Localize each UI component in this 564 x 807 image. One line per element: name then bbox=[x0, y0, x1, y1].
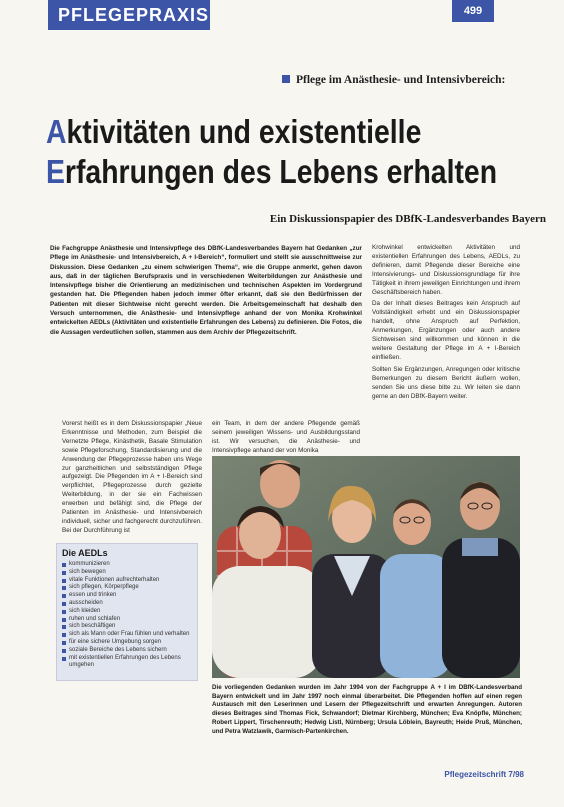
article-title bbox=[46, 112, 498, 192]
list-item: essen und trinken bbox=[62, 592, 192, 600]
photo-caption: Die vorliegenden Gedanken wurden im Jahr 1994 von der Fachgruppe A + I im DBfK-Landesverband Bayern entwickelt und im Jahr 1997 noch einmal überarbeitet. Die Pflegenden hoffen auf einen regen Austausch mit den Leserinnen und Lesern der Pflegezeitschrift und erwarten Anregungen. Autoren dieses Beitrages sind Thomas Fick, Schwandorf; Dietmar Kirchberg, München; Eva Knöpfle, München; Robert Lippert, Tirschenreuth; Hedwig Listl, Nürnberg; Ursula Löblein, Bayreuth; Heide Pruß, München, und Petra Watzlawik, Garmisch-Partenkirchen. bbox=[212, 684, 522, 735]
square-bullet-icon bbox=[282, 75, 290, 83]
body-column-middle bbox=[212, 420, 360, 459]
kicker-text: Pflege im Anästhesie- und Intensivbereich: bbox=[296, 74, 506, 86]
list-item: kommunizieren bbox=[62, 561, 192, 569]
article-subtitle: Ein Diskussionspapier des DBfK-Landesverbandes Bayern bbox=[269, 213, 546, 225]
section-header-tab bbox=[48, 0, 210, 30]
list-item: sich kleiden bbox=[62, 608, 192, 616]
page-footer: Pflegezeitschrift 7/98 bbox=[444, 770, 524, 779]
title-line-1 bbox=[46, 112, 476, 152]
section-label: PFLEGEPRAXIS bbox=[58, 5, 210, 25]
page-number-tab bbox=[452, 0, 494, 22]
body-column-left bbox=[62, 420, 202, 539]
list-item: sich pflegen, Körperpflege bbox=[62, 584, 192, 592]
list-item: mit existentiellen Erfahrungen des Lebens umgehen bbox=[62, 655, 192, 671]
group-photo bbox=[212, 456, 520, 678]
list-item: ruhen und schlafen bbox=[62, 616, 192, 624]
kicker-line bbox=[282, 74, 542, 86]
list-item: ausscheiden bbox=[62, 600, 192, 608]
title-line-2 bbox=[46, 152, 498, 192]
list-item: sich als Mann oder Frau fühlen und verhalten bbox=[62, 631, 192, 639]
lead-paragraph: Die Fachgruppe Anästhesie und Intensivpflege des DBfK-Landesverbandes Bayern hat Gedanken „zur Pflege im Anästhesie- und Intensivbereich, A + I-Bereich“, formuliert und stellt sie ausschnittweise zur Diskussion. Diese Gedanken „zu einem schwierigen Thema“, wie die Gruppe anmerkt, gehen davon aus, daß in der täglichen Berufspraxis und in verschiedenen Weiterbildungen zur Anästhesie und Intensivpflege bisher die Orientierung an medizinischen und technischen Aspekten im Vordergrund gestanden hat. Die Pflegenden haben jedoch immer öfter erkannt, daß sie den Bedürfnissen der Patienten mit dieser Sichtweise nicht gerecht werden. Die Arbeitsgemeinschaft hat deshalb den Versuch unternommen, die Anästhesie- und Intensivpflege anhand der von Monika Krohwinkel entwickelten AEDLs (Aktivitäten und existentielle Erfahrungen des Lebens) zu definieren. Die Fotos, die die Aussagen verdeutlichen sollen, stammen aus dem Archiv der Pflegezeitschrift. bbox=[50, 245, 362, 336]
list-item: sich beschäftigen bbox=[62, 623, 192, 631]
body-paragraph: ein Team, in dem der andere Pflegende gemäß seinem jeweiligen Wissens- und Ausbildungsstand ist. Wir versuchen, die Anästhesie- und Intensivpflege anhand der von Monika bbox=[212, 420, 360, 454]
list-item: sich bewegen bbox=[62, 569, 192, 577]
list-item: soziale Bereiche des Lebens sichern bbox=[62, 647, 192, 655]
body-paragraph: Vorerst heißt es in dem Diskussionspapier „Neue Erkenntnisse und Methoden, zum Beispiel die Vernetzte Pflege, Kinästhetik, Basale Stimulation sowie Pflegeforschung, Standardisierung und die Anwendung der Pflegeprozesse haben uns Wege zur ganzheitlichen und selbstständigen Pflege aufgezeigt. Die Pflegenden im A + I-Bereich sind verpflichtet, Pflegeprozesse durch gezielte Weiterbildung, in der sie ein Fachwissen erwerben und befähigt sind, die Pflege der Patienten im Anästhesie- und Intensivbereich individuell, sicher und fachgerecht durchzuführen. Bei der Durchführung ist bbox=[62, 420, 202, 534]
list-item: vitale Funktionen aufrechterhalten bbox=[62, 577, 192, 585]
list-item: für eine sichere Umgebung sorgen bbox=[62, 639, 192, 647]
body-paragraph: Sollten Sie Ergänzungen, Anregungen oder kritische Bemerkungen zu diesem Bericht äußern wollen, senden Sie uns diese bitte zu. Wir leiten sie dann gerne an den DBfK-Bayern weiter. bbox=[372, 365, 520, 400]
body-paragraph: Da der Inhalt dieses Beitrages kein Anspruch auf Vollständigkeit erhebt und ein Diskussionspapier handelt, ohne Anspruch auf Perfektion, Anmerkungen, Ergänzungen oder auch andere Sichtweisen sind willkommen und können in die weitere Gestaltung der Pflege im A + I-Bereich einfließen. bbox=[372, 300, 520, 361]
aedl-info-box bbox=[56, 543, 198, 681]
page-number: 499 bbox=[463, 5, 483, 17]
group-photo-illustration bbox=[212, 456, 520, 678]
title-rest-1: ktivitäten und existentielle bbox=[66, 113, 422, 150]
title-initial-2: E bbox=[46, 153, 65, 190]
body-paragraph: Krohwinkel entwickelten Aktivitäten und existentiellen Erfahrungen des Lebens, AEDLs, zu definieren, damit Pflegende dieser Bereiche eine Intensivierungs- und Diskussionsgrundlage für ihre Tätigkeit in ihrem jeweiligen Einrichtungen und ihrem Geschäftsbereich haben. bbox=[372, 244, 520, 296]
title-rest-2: rfahrungen des Lebens erhalten bbox=[64, 153, 498, 190]
title-initial-1: A bbox=[46, 113, 67, 150]
body-column-right bbox=[372, 244, 520, 404]
aedl-list bbox=[62, 561, 192, 670]
aedl-box-title: Die AEDLs bbox=[62, 548, 108, 558]
